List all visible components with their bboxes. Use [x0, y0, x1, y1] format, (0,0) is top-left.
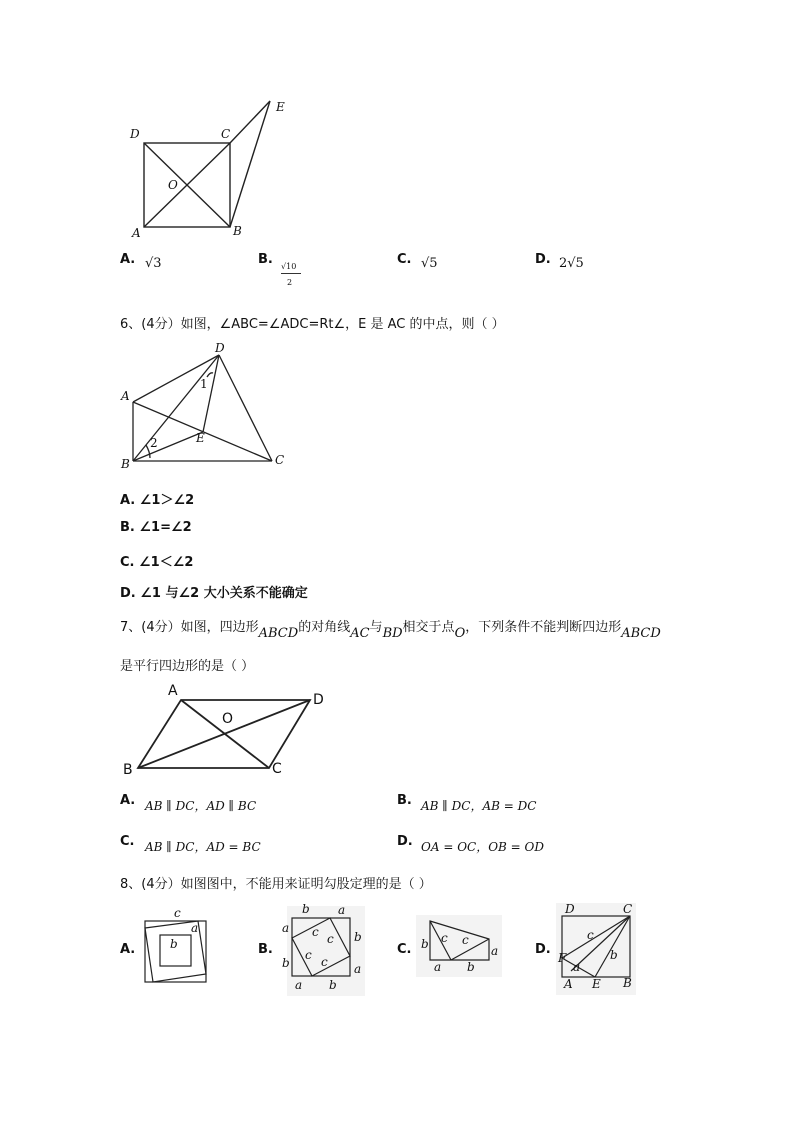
- q7-label-d: D: [313, 692, 324, 708]
- q7-label-o: O: [222, 711, 234, 727]
- q5-option-a-letter[interactable]: A.: [120, 252, 136, 267]
- q5-option-d-letter[interactable]: D.: [535, 252, 551, 267]
- q7-stem-line2: 是平行四边形的是（ ）: [120, 659, 255, 674]
- q5-option-a-value: √3: [145, 256, 162, 271]
- q8-figure-c-label-a-right: a: [491, 944, 499, 958]
- q7-stem-part-1: 7、(4分）如图，四边形: [120, 620, 259, 635]
- q6-label-b: B: [121, 457, 130, 471]
- q8-figure-c-label-b: b: [421, 937, 429, 951]
- q8-figure-b-label-top-b: b: [302, 902, 310, 916]
- q8-figure-a-label-b: b: [170, 937, 178, 951]
- q7-option-d-letter[interactable]: D.: [397, 834, 413, 849]
- q6-label-a: A: [121, 389, 130, 403]
- q7-stem-part-5: 与: [369, 620, 383, 635]
- q8-figure-b-label-left-a: a: [282, 921, 290, 935]
- q6-option-c-text: ∠1＜∠2: [139, 555, 194, 570]
- q8-figure-d-label-b: b: [610, 948, 618, 962]
- q6-label-angle-2: 2: [150, 436, 158, 450]
- q6-option-b-text: ∠1=∠2: [139, 520, 192, 535]
- q6-option-a-text: ∠1＞∠2: [139, 493, 195, 508]
- q8-figure-a-label-a: a: [191, 921, 199, 935]
- q6-option-a-letter: A.: [120, 493, 136, 508]
- q5-option-b-numerator: √10: [281, 262, 297, 271]
- q7-stem-var-ac: AC: [350, 626, 370, 641]
- q6-option-d-text: ∠1 与∠2 大小关系不能确定: [140, 586, 308, 601]
- q8-figure-b-label-top-a: a: [338, 903, 346, 917]
- q7-option-c-letter[interactable]: C.: [120, 834, 135, 849]
- q8-figure-b-label-bottom-b: b: [329, 978, 337, 992]
- q5-label-d: D: [130, 127, 140, 141]
- q8-stem: 8、(4分）如图图中，不能用来证明勾股定理的是（ ）: [120, 877, 432, 892]
- q8-figure-b-label-left-b: b: [282, 956, 290, 970]
- q7-stem-part-3: 的对角线: [298, 620, 351, 635]
- q5-option-b-denominator: 2: [287, 278, 293, 287]
- q7-stem-var-bd: BD: [382, 626, 403, 641]
- q8-figure-d-label-c-vertex: C: [623, 902, 633, 916]
- q6-option-c-letter: C.: [120, 555, 135, 570]
- q8-figure-d-label-d: D: [565, 902, 575, 916]
- q8-option-c-letter[interactable]: C.: [397, 942, 412, 957]
- q6-stem: 6、(4分）如图，∠ABC=∠ADC=Rt∠，E 是 AC 的中点，则（ ）: [120, 317, 505, 332]
- q8-figure-d-label-f: F: [558, 951, 567, 965]
- q8-figure-b-label-c4: c: [321, 955, 328, 969]
- q8-figure-c-label-c2: c: [462, 933, 469, 947]
- q7-option-a-text: AB ∥ DC，AD ∥ BC: [145, 799, 257, 813]
- q6-label-e: E: [196, 431, 205, 445]
- q7-label-a: A: [168, 683, 178, 699]
- q7-stem-var-abcd-2: ABCD: [621, 626, 661, 641]
- q7-label-b: B: [123, 762, 133, 778]
- q8-figure-c-label-a-bottom: a: [434, 960, 442, 974]
- q8-figure-b-label-bottom-a: a: [295, 978, 303, 992]
- q7-stem-part-9: ，下列条件不能判断四边形: [465, 620, 622, 635]
- q8-figure-d-label-c: c: [587, 928, 594, 942]
- q5-label-a: A: [132, 226, 141, 240]
- q5-option-d-value: 2√5: [559, 256, 584, 271]
- q5-option-b-letter[interactable]: B.: [258, 252, 273, 267]
- q5-label-c: C: [221, 127, 231, 141]
- q8-option-d-letter[interactable]: D.: [535, 942, 551, 957]
- q6-label-angle-1: 1: [200, 377, 208, 391]
- q7-stem-var-abcd: ABCD: [258, 626, 299, 641]
- q8-figure-b-label-right-b: b: [354, 930, 362, 944]
- q8-figure-b-label-c1: c: [312, 925, 319, 939]
- q8-option-b-letter[interactable]: B.: [258, 942, 273, 957]
- q6-label-d: D: [215, 341, 225, 355]
- q7-option-d-text: OA = OC，OB = OD: [421, 840, 545, 854]
- q7-option-c-text: AB ∥ DC，AD = BC: [145, 840, 261, 854]
- q8-figure-c-label-b-bottom: b: [467, 960, 475, 974]
- q7-option-b-text: AB ∥ DC，AB = DC: [421, 799, 537, 813]
- q8-figure-d-label-e: E: [592, 977, 601, 991]
- q8-figure-b-label-c2: c: [327, 932, 334, 946]
- q5-label-e: E: [276, 100, 285, 114]
- q7-stem-var-o: O: [454, 626, 466, 641]
- q7-option-a-letter[interactable]: A.: [120, 793, 136, 808]
- q8-figure-a-label-c: c: [174, 906, 181, 920]
- q6-option-d-letter: D.: [120, 586, 136, 601]
- q5-option-c-letter[interactable]: C.: [397, 252, 412, 267]
- q8-option-a-letter[interactable]: A.: [120, 942, 136, 957]
- q8-figure-d-label-a-vertex: A: [564, 977, 573, 991]
- q8-figure-b-label-right-a: a: [354, 962, 362, 976]
- q6-option-b-letter: B.: [120, 520, 135, 535]
- q8-figure-b-label-c3: c: [305, 948, 312, 962]
- q7-label-c: C: [272, 761, 282, 777]
- q8-figure-d-label-b-vertex: B: [623, 976, 632, 990]
- q6-label-c: C: [275, 453, 285, 467]
- q8-figure-c-label-c1: c: [441, 931, 448, 945]
- q5-option-c-value: √5: [421, 256, 438, 271]
- q7-option-b-letter[interactable]: B.: [397, 793, 412, 808]
- q8-figure-d-label-a: a: [573, 960, 581, 974]
- q7-stem-part-7: 相交于点: [402, 620, 455, 635]
- q5-label-o: O: [168, 178, 178, 192]
- q5-label-b: B: [233, 224, 242, 238]
